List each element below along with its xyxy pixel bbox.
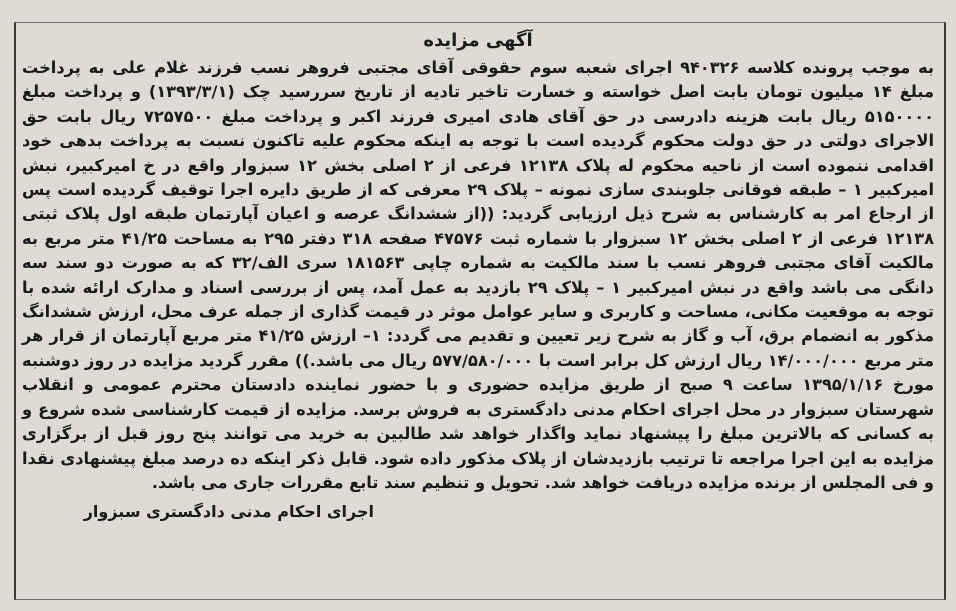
auction-notice xyxy=(22,30,934,523)
notice-signature: اجرای احکام مدنی دادگستری سبزوار xyxy=(83,502,374,522)
notice-body: به موجب پرونده کلاسه ۹۴۰۳۲۶ اجرای شعبه سوم حقوقی آقای مجتبی فروهر نسب فرزند غلام علی به پرداخت مبلغ ۱۴ میلیون تومان بابت اصل خواسته و خسارت تاخیر تادیه از تاریخ سررسید چک (۱۳۹۳/۳/۱) و پرداخت مبلغ ۵۱۵۰۰۰۰ ریال بابت هزینه دادرسی در حق آقای هادی امیری فرزند اکبر و پرداخت مبلغ ۷۲۵۷۵۰۰ ریال بابت حق الاجرای دولتی در حق دولت محکوم گردیده است با توجه به اینکه محکوم علیه تاکنون نسبت به پرداخت بدهی خود اقدامی ننموده است از ناحیه محکوم له پلاک ۱۲۱۳۸ فرعی از ۲ اصلی بخش ۱۲ سبزوار واقع در خ امیرکبیر، نبش امیرکبیر ۱ – طبقه فوقانی جلوبندی سازی نمونه – پلاک ۲۹ معرفی که از طریق دایره اجرا توقیف گردیده است پس از ارجاع امر به کارشناس به شرح ذیل ارزیابی گردید: ((از ششدانگ عرصه و اعیان آپارتمان طبقه اول پلاک ثبتی ۱۲۱۳۸ فرعی از ۲ اصلی بخش ۱۲ سبزوار با شماره ثبت ۴۷۵۷۶ صفحه ۳۱۸ دفتر ۲۹۵ به مساحت ۴۱/۲۵ متر مربع به مالکیت آقای مجتبی فروهر نسب با سند مالکیت به شماره چاپی ۱۸۱۵۶۳ سری الف/۳۲ که به صورت دو سند سه دانگی می باشد واقع در نبش امیرکبیر ۱ – پلاک ۲۹ بازدید به عمل آمد، پس از بررسی اسناد و مدارک ارائه شده با توجه به موقعیت مکانی، مساحت و کاربری و سایر عوامل موثر در قیمت گذاری از جمله عرف محل، ارزش ششدانگ مذکور به انضمام برق، آب و گاز به شرح زیر تعیین و تقدیم می گردد: ۱– ارزش ۴۱/۲۵ متر مربع آپارتمان از قرار هر متر مربع ۱۴/۰۰۰/۰۰۰ ریال ارزش کل برابر است با ۵۷۷/۵۸۰/۰۰۰ ریال می باشد.)) مقرر گردید مزایده در روز دوشنبه مورخ ۱۳۹۵/۱/۱۶ ساعت ۹ صبح از طریق مزایده حضوری و با حضور نماینده دادستان محترم عمومی و انقلاب شهرستان سبزوار در محل اجرای احکام مدنی دادگستری به فروش برسد. مزایده از قیمت کارشناسی شده شروع و به کسانی که بالاترین مبلغ را پیشنهاد نماید واگذار خواهد شد طالبین به خرید می توانند پنج روز قبل از برگزاری مزایده به این اجرا مراجعه تا ترتیب بازدیدشان از پلاک مذکور داده شود. قابل ذکر اینکه ده درصد مبلغ پیشنهادی نقدا و فی المجلس از برنده مزایده دریافت خواهد شد. تحویل و تنظیم سند تابع مقررات جاری می باشد. xyxy=(22,58,934,492)
notice-title: آگهی مزایده xyxy=(423,30,533,51)
